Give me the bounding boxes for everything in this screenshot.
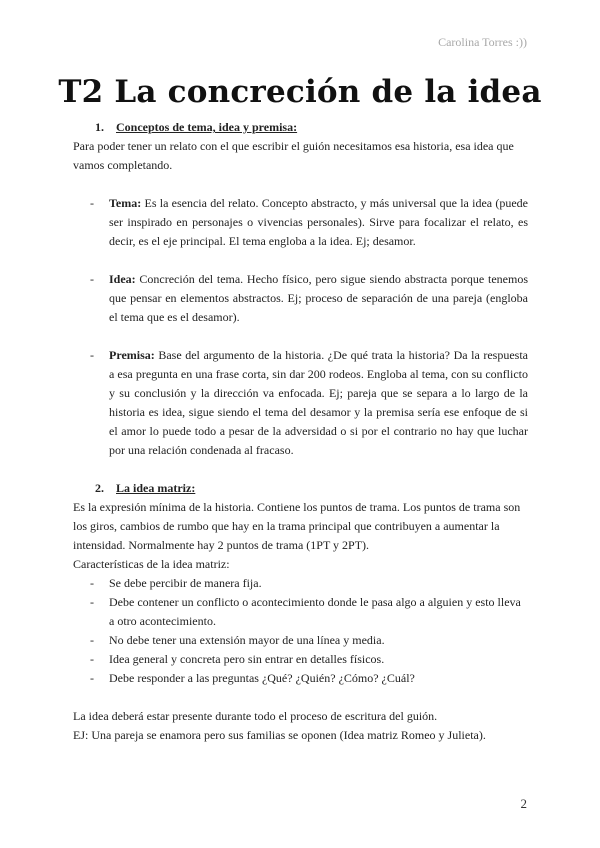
bullet-dash: - <box>90 652 94 666</box>
section-1-number: 1. <box>95 120 104 134</box>
section-1-title: Conceptos de tema, idea y premisa: <box>116 120 298 134</box>
bullet-dash: - <box>90 671 94 685</box>
list-item <box>73 650 528 669</box>
bullet-dash: - <box>90 272 94 286</box>
list-item-text: Debe responder a las preguntas ¿Qué? ¿Quién? ¿Cómo? ¿Cuál? <box>109 671 415 685</box>
list-item-tema <box>73 194 528 251</box>
bullet-dash: - <box>90 348 94 362</box>
term-premisa: Premisa: <box>109 348 155 362</box>
definition-premisa: Base del argumento de la historia. ¿De qué trata la historia? Da la respuesta a esa pregunta en una frase corta, sin dar 200 rodeos. Engloba al tema, con su conflicto y su conclusión y la dirección va enfocada. Ej; pareja que se separa a lo largo de la historia es idea, sigue siendo el tema del desamor y la premisa sería ese enfoque de si el amor lo puede todo a pesar de la adversidad o si por el contrario no hay que luchar por una relación condenada al fracaso. <box>109 348 528 457</box>
document-body <box>73 118 528 745</box>
definition-idea: Concreción del tema. Hecho físico, pero sigue siendo abstracta porque tenemos que pensar en elementos abstractos. Ej; proceso de separación de una pareja (engloba el tema que es el desamor). <box>109 272 528 324</box>
list-item-premisa <box>73 346 528 460</box>
page-number: 2 <box>520 796 527 811</box>
list-item-text: Se debe percibir de manera fija. <box>109 576 262 590</box>
section-2-number: 2. <box>95 481 104 495</box>
bullet-dash: - <box>90 633 94 647</box>
term-idea: Idea: <box>109 272 136 286</box>
list-item <box>73 574 528 593</box>
list-item-idea <box>73 270 528 327</box>
concepts-list <box>73 194 528 460</box>
characteristics-title: Características de la idea matriz: <box>73 557 230 571</box>
list-item-text: Debe contener un conflicto o acontecimiento donde le pasa algo a alguien y esto lleva a otro acontecimiento. <box>109 595 521 628</box>
page-title: T2 La concreción de la idea <box>58 74 542 110</box>
section-2-intro: Es la expresión mínima de la historia. Contiene los puntos de trama. Los puntos de trama son los giros, cambios de rumbo que hay en la trama principal que contribuyen a aumentar la intensidad. Normalmente hay 2 puntos de trama (1PT y 2PT). <box>73 500 521 552</box>
section-2-title: La idea matriz: <box>116 481 196 495</box>
bullet-dash: - <box>90 595 94 609</box>
list-item <box>73 593 528 631</box>
example-paragraph: EJ: Una pareja se enamora pero sus familias se oponen (Idea matriz Romeo y Julieta). <box>73 728 486 742</box>
section-2-heading <box>95 479 528 498</box>
section-1-heading <box>95 118 528 137</box>
list-item <box>73 631 528 650</box>
list-item-text: No debe tener una extensión mayor de una línea y media. <box>109 633 385 647</box>
author-header: Carolina Torres :)) <box>438 35 527 49</box>
bullet-dash: - <box>90 576 94 590</box>
closing-paragraph: La idea deberá estar presente durante todo el proceso de escritura del guión. <box>73 709 438 723</box>
section-1-intro: Para poder tener un relato con el que escribir el guión necesitamos esa historia, esa idea que vamos completando. <box>73 139 514 172</box>
characteristics-list <box>73 574 528 688</box>
list-item-text: Idea general y concreta pero sin entrar en detalles físicos. <box>109 652 385 666</box>
list-item <box>73 669 528 688</box>
bullet-dash: - <box>90 196 94 210</box>
definition-tema: Es la esencia del relato. Concepto abstracto, y más universal que la idea (puede ser inspirado en personajes o vivencias personales). Sirve para focalizar el relato, es decir, es el eje principal. El tema engloba a la idea. Ej; desamor. <box>109 196 528 248</box>
term-tema: Tema: <box>109 196 142 210</box>
